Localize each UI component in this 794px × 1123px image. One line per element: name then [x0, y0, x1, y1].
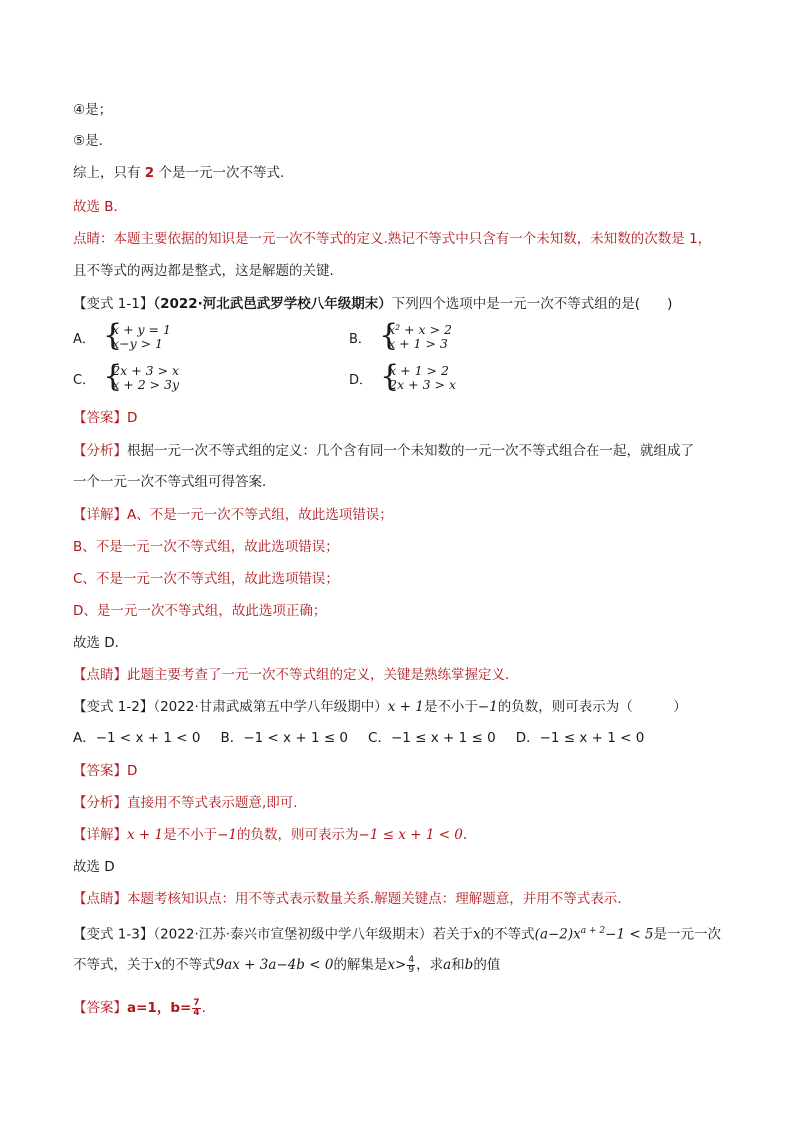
note-line: 【点睛】本题考核知识点：用不等式表示数量关系.解题关键点：理解题意，并用不等式表示.: [73, 891, 622, 907]
detail-line: 【详解】A、不是一元一次不等式组，故此选项错误；: [73, 507, 393, 523]
question-stem-cont: 不等式，关于x的不等式9ax + 3a−4b < 0的解集是x> $\frac{4}{9}$ ，求a和b的值: [73, 954, 501, 975]
choice-line: 故选 B．: [73, 199, 128, 215]
answer-line: 【答案】D: [73, 763, 138, 779]
option-a: A． { x + y = 1 x−y > 1: [73, 318, 171, 353]
note-line: 点睛：本题主要依据的知识是一元一次不等式的定义.熟记不等式中只含有一个未知数，未知数的次数是 1，: [73, 231, 712, 247]
question-stem: 【变式 1-3】（2022·江苏·泰兴市宣堡初级中学八年级期末）若关于x的不等式$(a-2)x^{a + 2}-1 < 5$是一元一次: [73, 926, 722, 943]
answer-line: 【答案】a=1，b= $\frac{7}{4}$ .: [73, 997, 206, 1018]
detail-line: C、不是一元一次不等式组，故此选项错误；: [73, 571, 339, 587]
question-stem: 【变式 1-1】（2022·河北武邑武罗学校八年级期末）下列四个选项中是一元一次不等式组的是( ): [73, 296, 673, 312]
analysis-line: 【分析】直接用不等式表示题意,即可.: [73, 795, 298, 811]
fraction: $\frac{4}{9}$: [408, 954, 415, 975]
option-c: C． { 2x + 3 > x x + 2 > 3y: [73, 359, 180, 394]
detail-line: 【详解】x + 1是不小于−1的负数，则可表示为−1 ≤ x + 1 < 0.: [73, 827, 468, 843]
question-stem: 【变式 1-2】（2022·甘肃武威第五中学八年级期中）x + 1是不小于−1的负数，则可表示为（ ）: [73, 699, 687, 715]
text-line: 综上，只有 2 个是一元一次不等式.: [73, 165, 285, 181]
text-line: ⑤是.: [73, 133, 103, 149]
text-line: ④是；: [73, 102, 113, 118]
option-c: C．−1 ≤ x + 1 ≤ 0: [368, 730, 496, 746]
option-d: D．−1 ≤ x + 1 < 0: [515, 730, 645, 746]
fraction: $\frac{7}{4}$: [193, 997, 200, 1018]
detail-line: B、不是一元一次不等式组，故此选项错误；: [73, 539, 339, 555]
note-line: 且不等式的两边都是整式，这是解题的关键.: [73, 263, 334, 279]
choice-line: 故选 D: [73, 859, 115, 875]
option-a: A．−1 < x + 1 < 0: [73, 730, 201, 746]
option-b: B． { x² + x > 2 x + 1 > 3: [349, 318, 452, 353]
choice-line: 故选 D．: [73, 635, 129, 651]
answer-line: 【答案】D: [73, 410, 138, 426]
options-row: [73, 728, 664, 748]
option-d: D． { x + 1 > 2 2x + 3 > x: [349, 359, 457, 394]
detail-line: D、是一元一次不等式组，故此选项正确；: [73, 603, 327, 619]
option-b: B．−1 < x + 1 ≤ 0: [220, 730, 349, 746]
note-line: 【点睛】此题主要考查了一元一次不等式组的定义，关键是熟练掌握定义．: [73, 667, 519, 683]
analysis-line: 一个一元一次不等式组可得答案．: [73, 474, 276, 490]
document-page: [73, 0, 723, 1123]
analysis-line: 【分析】根据一元一次不等式组的定义：几个含有同一个未知数的一元一次不等式组合在一起，就组成了: [73, 443, 694, 459]
